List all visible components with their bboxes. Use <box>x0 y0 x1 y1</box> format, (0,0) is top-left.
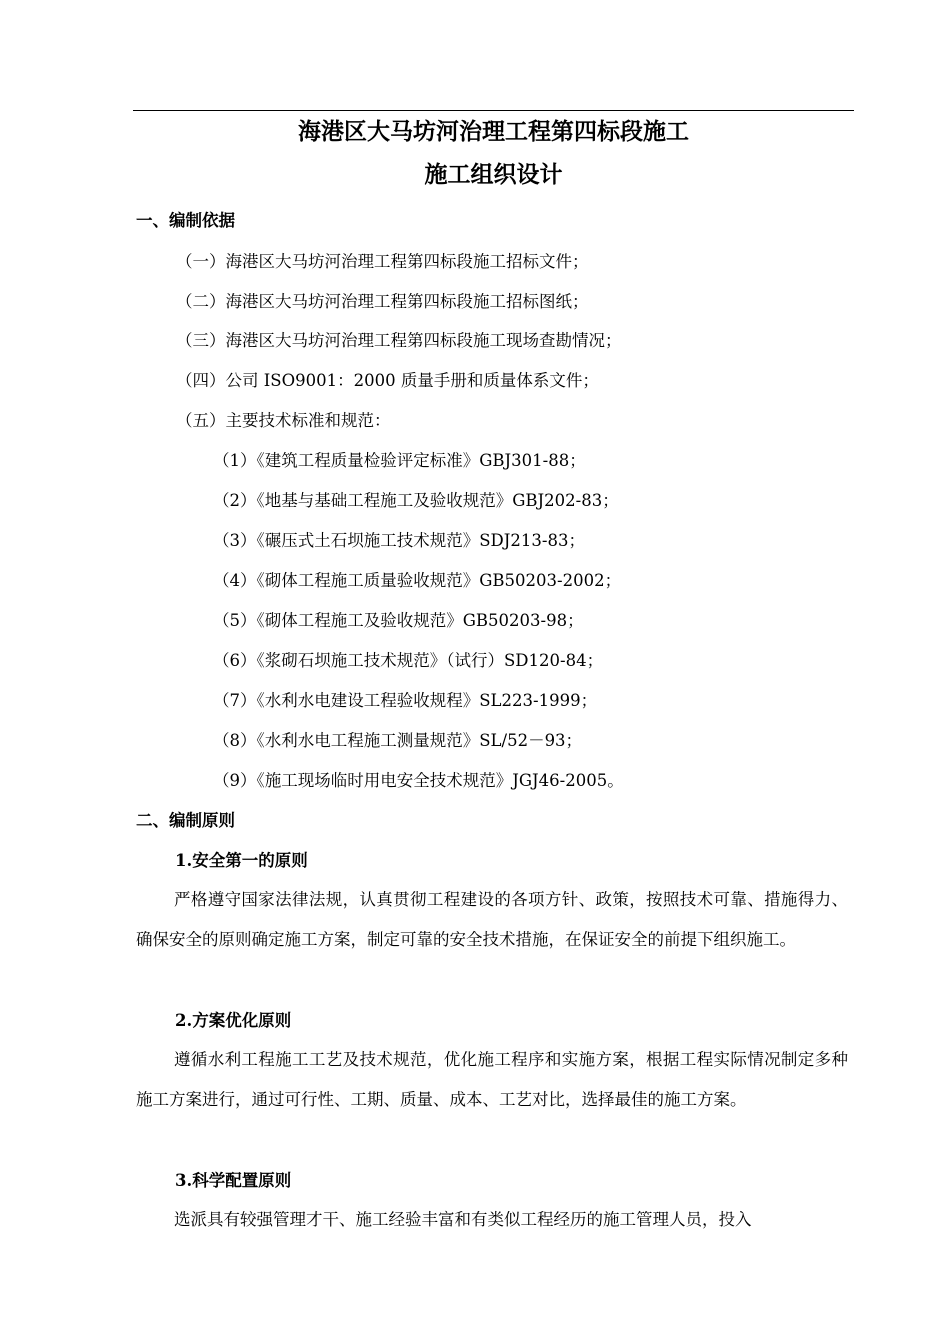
principle-title: 1.安全第一的原则 <box>175 851 308 870</box>
document-title: 海港区大马坊河治理工程第四标段施工 <box>298 118 689 145</box>
principle-text: 严格遵守国家法律法规，认真贯彻工程建设的各项方针、政策，按照技术可靠、措施得力、确保安全的原则确定施工方案，制定可靠的安全技术措施，在保证安全的前提下组织施工。 <box>136 890 848 949</box>
basis-item: （三）海港区大马坊河治理工程第四标段施工现场查勘情况； <box>176 331 622 350</box>
standard-item: （6）《浆砌石坝施工技术规范》（试行）SD120-84； <box>213 651 604 670</box>
standard-item: （7）《水利水电建设工程验收规程》SL223-1999； <box>213 691 598 710</box>
basis-item: （五）主要技术标准和规范： <box>176 411 391 430</box>
section-heading-principles: 二、编制原则 <box>136 811 235 830</box>
standard-item: （2）《地基与基础工程施工及验收规范》GBJ202-83； <box>213 491 619 510</box>
standard-item: （5）《砌体工程施工及验收规范》GB50203-98； <box>213 611 584 630</box>
principle-title: 3.科学配置原则 <box>175 1171 292 1190</box>
principle-text: 遵循水利工程施工工艺及技术规范，优化施工程序和实施方案，根据工程实际情况制定多种施工方案进行，通过可行性、工期、质量、成本、工艺对比，选择最佳的施工方案。 <box>136 1050 848 1109</box>
basis-item: （四）公司 ISO9001：2000 质量手册和质量体系文件； <box>176 371 599 390</box>
standard-item: （9）《施工现场临时用电安全技术规范》JGJ46-2005。 <box>213 771 624 790</box>
top-rule <box>133 110 854 111</box>
principle-title: 2.方案优化原则 <box>175 1011 292 1030</box>
standard-item: （8）《水利水电工程施工测量规范》SL/52－93； <box>213 731 583 750</box>
standard-item: （4）《砌体工程施工质量验收规范》GB50203-2002； <box>213 571 622 590</box>
basis-item: （一）海港区大马坊河治理工程第四标段施工招标文件； <box>176 252 589 271</box>
standard-item: （1）《建筑工程质量检验评定标准》GBJ301-88； <box>213 451 586 470</box>
section-heading-basis: 一、编制依据 <box>136 211 235 230</box>
principle-text: 选派具有较强管理才干、施工经验丰富和有类似工程经历的施工管理人员，投入 <box>174 1210 752 1229</box>
document-subtitle: 施工组织设计 <box>424 161 563 188</box>
standard-item: （3）《碾压式土石坝施工技术规范》SDJ213-83； <box>213 531 585 550</box>
basis-item: （二）海港区大马坊河治理工程第四标段施工招标图纸； <box>176 292 589 311</box>
